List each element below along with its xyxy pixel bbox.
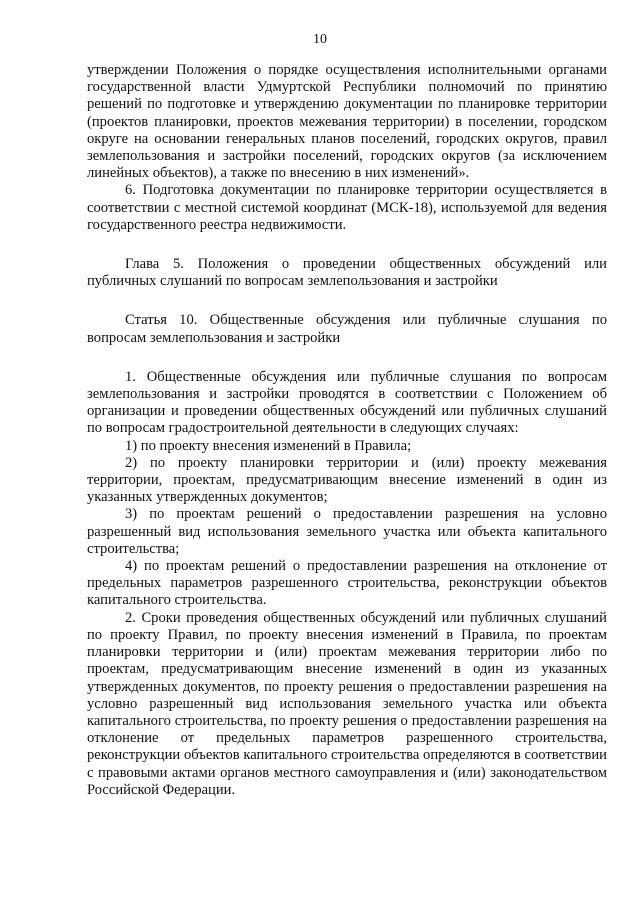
article-heading: Статья 10. Общественные обсуждения или публичные слушания по вопросам землепользования и застройки: [87, 312, 607, 346]
list-item: 1) по проекту внесения изменений в Правила;: [125, 437, 412, 454]
list-item: 3) по проектам решений о предоставлении разрешения на условно разрешенный вид использования земельного участка или объекта капитального строительства;: [87, 506, 607, 557]
paragraph-article-item-2: 2. Сроки проведения общественных обсуждений или публичных слушаний по проекту Правил, по проекту внесения изменений в Правила, по проектам планировки территории и (или) проектам межевания территории либо по проектам, предусматривающим внесение изменений в один из указанных утвержденных документов, по проекту решения о предоставлении разрешения на условно разрешенный вид использования земельного участка или объекта капитального строительства, по проекту решения о предоставлении разрешения на отклонение от предельных параметров разрешенного строительства, реконструкции объектов капитального строительства определяются в соответствии с правовыми актами органов местного самоуправления и (или) законодательством Российской Федерации.: [87, 609, 607, 798]
paragraph-article-item-1: 1. Общественные обсуждения или публичные слушания по вопросам землепользования и застройки проводятся в соответствии с Положением об организации и проведении общественных обсуждений или публичных слушаний по вопросам градостроительной деятельности в следующих случаях:: [87, 368, 607, 437]
paragraph-continuation: утверждении Положения о порядке осуществления исполнительными органами государственной власти Удмуртской Республики полномочий по принятию решений по подготовке и утверждению документации по планировке территории (проектов планировки, проектов межевания территории) в поселении, городском округе на основании генеральных планов поселений, городских округов, правил землепользования и застройки поселений, городских округов (за исключением линейных объектов), а также по внесению в них изменений».: [87, 62, 607, 182]
list-item: 4) по проектам решений о предоставлении разрешения на отклонение от предельных параметров разрешенного строительства, реконструкции объектов капитального строительства.: [87, 558, 607, 609]
document-body: [87, 62, 607, 799]
list-item: 2) по проекту планировки территории и (или) проекту межевания территории, проектам, предусматривающим внесение изменений в один из указанных утвержденных документов;: [87, 454, 607, 506]
paragraph-item-6: 6. Подготовка документации по планировке территории осуществляется в соответствии с местной системой координат (МСК-18), используемой для ведения государственного реестра недвижимости.: [87, 182, 607, 233]
page-number: 10: [313, 32, 327, 47]
chapter-heading: Глава 5. Положения о проведении общественных обсуждений или публичных слушаний по вопросам землепользования и застройки: [87, 256, 607, 290]
